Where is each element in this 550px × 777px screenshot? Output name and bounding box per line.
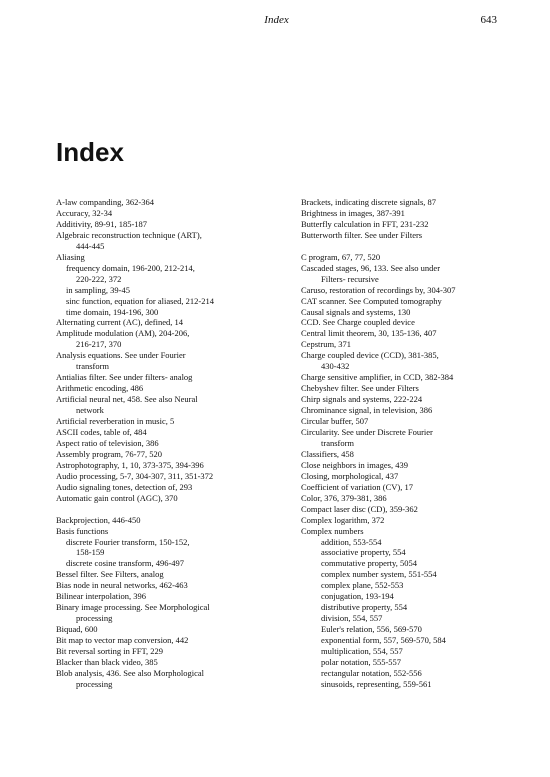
index-entry: sinusoids, representing, 559-561 xyxy=(321,678,432,689)
entry-gap xyxy=(301,241,537,252)
index-entry: ASCII codes, table of, 484 xyxy=(56,427,147,438)
index-entry: complex plane, 552-553 xyxy=(321,580,404,591)
index-entry: Alternating current (AC), defined, 14 xyxy=(56,317,183,328)
index-entry: Biquad, 600 xyxy=(56,624,98,635)
index-entry: Cepstrum, 371 xyxy=(301,339,352,350)
index-entry: Bit map to vector map conversion, 442 xyxy=(56,635,189,646)
index-entry: conjugation, 193-194 xyxy=(321,591,394,602)
index-entry: Astrophotography, 1, 10, 373-375, 394-396 xyxy=(56,459,204,470)
index-entry: commutative property, 5054 xyxy=(321,558,417,569)
index-entry: Butterfly calculation in FFT, 231-232 xyxy=(301,218,429,229)
running-header xyxy=(56,14,497,28)
index-entry: Euler's relation, 556, 569-570 xyxy=(321,624,422,635)
index-entry: Artificial neural net, 458. See also Neural xyxy=(56,394,198,405)
index-entry: Aspect ratio of television, 386 xyxy=(56,437,159,448)
index-entry: time domain, 194-196, 300 xyxy=(66,306,159,317)
index-entry: Complex logarithm, 372 xyxy=(301,514,385,525)
index-entry: Arithmetic encoding, 486 xyxy=(56,383,144,394)
index-entry: 220-222, 372 xyxy=(76,273,122,284)
index-entry: 444-445 xyxy=(76,240,105,251)
index-entry: rectangular notation, 552-556 xyxy=(321,667,422,678)
index-entry: Chrominance signal, in television, 386 xyxy=(301,405,433,416)
index-entry: Accuracy, 32-34 xyxy=(56,207,113,218)
index-entry: 216-217, 370 xyxy=(76,339,122,350)
index-entry: Audio signaling tones, detection of, 293 xyxy=(56,481,193,492)
index-entry: Brightness in images, 387-391 xyxy=(301,207,405,218)
index-entry: sinc function, equation for aliased, 212-214 xyxy=(66,295,215,306)
index-entry: Bit reversal sorting in FFT, 229 xyxy=(56,646,164,657)
index-entry: complex number system, 551-554 xyxy=(321,569,437,580)
index-entry: Backprojection, 446-450 xyxy=(56,514,141,525)
index-entry: Circularity. See under Discrete Fourier xyxy=(301,427,433,437)
index-entry: Closing, morphological, 437 xyxy=(301,470,399,481)
index-entry: distributive property, 554 xyxy=(321,602,408,613)
index-entry: Binary image processing. See Morphological xyxy=(56,602,210,613)
index-entry: addition, 553-554 xyxy=(321,536,382,547)
index-entry: Bessel filter. See Filters, analog xyxy=(56,569,164,580)
index-column-left xyxy=(56,197,292,690)
index-entry: Close neighbors in images, 439 xyxy=(301,459,408,470)
index-entry: Central limit theorem, 30, 135-136, 407 xyxy=(301,328,437,339)
index-entry: Caruso, restoration of recordings by, 304-307 xyxy=(301,284,456,295)
index-entry: transform xyxy=(321,437,355,448)
index-entry: Charge sensitive amplifier, in CCD, 382-384 xyxy=(301,372,454,383)
index-entry: Blacker than black video, 385 xyxy=(56,657,158,668)
page-title: Index xyxy=(56,137,124,167)
index-entry: Coefficient of variation (CV), 17 xyxy=(301,481,413,492)
index-entry: Classifiers, 458 xyxy=(301,448,354,459)
index-entry: 430-432 xyxy=(321,361,350,372)
index-entry: network xyxy=(76,405,104,416)
index-entry: frequency domain, 196-200, 212-214, xyxy=(66,262,195,273)
index-entry: Butterworth filter. See under Filters xyxy=(301,229,423,240)
index-column-right xyxy=(301,197,537,690)
index-entry: transform xyxy=(76,361,110,372)
index-entry: Basis functions xyxy=(56,525,109,536)
entry-gap xyxy=(56,504,292,515)
index-entry: Artificial reverberation in music, 5 xyxy=(56,416,175,427)
index-entry: Complex numbers xyxy=(301,525,364,536)
index-entry: C program, 67, 77, 520 xyxy=(301,251,381,262)
index-entry: Additivity, 89-91, 185-187 xyxy=(56,218,148,229)
index-entry: associative property, 554 xyxy=(321,547,406,558)
index-entry: Audio processing, 5-7, 304-307, 311, 351-372 xyxy=(56,470,214,481)
page-number: 643 xyxy=(480,14,497,26)
index-entry: Cascaded stages, 96, 133. See also under xyxy=(301,262,441,273)
index-entry: in sampling, 39-45 xyxy=(66,284,130,295)
index-entry: Causal signals and systems, 130 xyxy=(301,306,411,317)
index-entry: Charge coupled device (CCD), 381-385, xyxy=(301,350,439,361)
index-entry: discrete cosine transform, 496-497 xyxy=(66,558,185,569)
index-entry: Filters- recursive xyxy=(321,273,379,284)
index-entry: Automatic gain control (AGC), 370 xyxy=(56,492,178,503)
index-entry: Chebyshev filter. See under Filters xyxy=(301,383,419,394)
index-entry: Chirp signals and systems, 222-224 xyxy=(301,394,423,405)
running-title: Index xyxy=(264,14,289,26)
index-entry: multiplication, 554, 557 xyxy=(321,646,403,657)
index-entry: CAT scanner. See Computed tomography xyxy=(301,295,442,306)
index-entry: Blob analysis, 436. See also Morphological xyxy=(56,667,205,678)
index-entry: processing xyxy=(76,678,113,689)
index-entry: discrete Fourier transform, 150-152, xyxy=(66,536,190,547)
index-entry: Assembly program, 76-77, 520 xyxy=(56,448,163,459)
index-entry: Amplitude modulation (AM), 204-206, xyxy=(56,328,190,339)
index-entry: 158-159 xyxy=(76,547,105,558)
index-entry: A-law companding, 362-364 xyxy=(56,197,154,207)
index-entry: Brackets, indicating discrete signals, 87 xyxy=(301,197,437,207)
index-entry: Circular buffer, 507 xyxy=(301,416,369,427)
index-entry: Aliasing xyxy=(56,251,85,262)
index-entry: Compact laser disc (CD), 359-362 xyxy=(301,503,418,514)
index-entry: Color, 376, 379-381, 386 xyxy=(301,492,387,503)
index-entry: division, 554, 557 xyxy=(321,613,383,624)
index-entry: polar notation, 555-557 xyxy=(321,657,402,668)
index-entry: exponential form, 557, 569-570, 584 xyxy=(321,635,446,646)
index-entry: Algebraic reconstruction technique (ART), xyxy=(56,229,202,240)
index-entry: Antialias filter. See under filters- analog xyxy=(56,372,193,383)
index-entry: CCD. See Charge coupled device xyxy=(301,317,415,328)
index-entry: Analysis equations. See under Fourier xyxy=(56,350,186,361)
index-entry: Bilinear interpolation, 396 xyxy=(56,591,146,602)
index-entry: Bias node in neural networks, 462-463 xyxy=(56,580,188,591)
index-entry: processing xyxy=(76,613,113,624)
